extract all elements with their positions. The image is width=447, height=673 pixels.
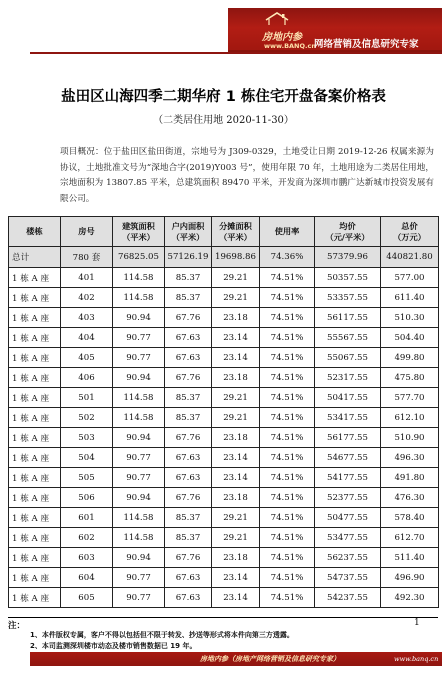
- table-cell: 67.63: [165, 448, 212, 468]
- total-row: [9, 247, 439, 268]
- table-cell: 505: [61, 468, 113, 488]
- table-cell: 499.80: [381, 348, 439, 368]
- table-row: [9, 528, 439, 548]
- table-cell: 1 栋 A 座: [9, 528, 61, 548]
- table-cell: 74.51%: [260, 588, 315, 608]
- table-cell: 23.14: [212, 328, 260, 348]
- total-cell: 74.36%: [260, 247, 315, 268]
- table-cell: 54677.55: [315, 448, 381, 468]
- price-table: [8, 216, 439, 608]
- table-cell: 603: [61, 548, 113, 568]
- table-row: [9, 588, 439, 608]
- table-cell: 114.58: [113, 508, 165, 528]
- table-cell: 29.21: [212, 388, 260, 408]
- table-cell: 578.40: [381, 508, 439, 528]
- table-cell: 23.18: [212, 368, 260, 388]
- table-cell: 401: [61, 268, 113, 288]
- total-cell: 440821.80: [381, 247, 439, 268]
- house-logo-icon: [264, 12, 290, 26]
- brand-slogan: 网络营销及信息研究专家: [314, 39, 419, 50]
- table-cell: 74.51%: [260, 288, 315, 308]
- table-cell: 114.58: [113, 408, 165, 428]
- table-cell: 1 栋 A 座: [9, 548, 61, 568]
- table-cell: 23.14: [212, 588, 260, 608]
- table-cell: 50417.55: [315, 388, 381, 408]
- total-cell: 76825.05: [113, 247, 165, 268]
- table-cell: 90.77: [113, 328, 165, 348]
- note-monitoring: 2、本司监测深圳楼市动态及楼市销售数据已 19 年。: [30, 642, 197, 650]
- table-cell: 90.77: [113, 468, 165, 488]
- page-number: 1: [414, 618, 420, 628]
- column-header: 房号: [61, 217, 113, 247]
- total-cell: 780 套: [61, 247, 113, 268]
- table-row: [9, 308, 439, 328]
- table-row: [9, 568, 439, 588]
- table-cell: 53477.55: [315, 528, 381, 548]
- table-cell: 90.77: [113, 568, 165, 588]
- table-cell: 50357.55: [315, 268, 381, 288]
- table-cell: 402: [61, 288, 113, 308]
- table-cell: 74.51%: [260, 348, 315, 368]
- table-cell: 56237.55: [315, 548, 381, 568]
- table-cell: 85.37: [165, 268, 212, 288]
- table-cell: 1 栋 A 座: [9, 348, 61, 368]
- table-cell: 74.51%: [260, 368, 315, 388]
- table-cell: 492.30: [381, 588, 439, 608]
- table-cell: 23.14: [212, 348, 260, 368]
- page-title: 盐田区山海四季二期华府 1 栋住宅开盘备案价格表: [61, 89, 386, 105]
- table-cell: 85.37: [165, 528, 212, 548]
- table-cell: 1 栋 A 座: [9, 388, 61, 408]
- table-cell: 67.76: [165, 428, 212, 448]
- project-overview: 项目概况：位于盐田区盐田街道，宗地号为 J309-0329，土地受让日期 2019-12-26 权属来源为协议，土地批准文号为“深地合字(2019)Y003 号”，使用年限 70 年，土地用途为二类居住用地，宗地面积为 13807.85 平米，总建筑面积 89470 平米，开发商为深圳市鹏广达新城市投资发展有限公司。: [60, 147, 434, 204]
- table-cell: 23.14: [212, 568, 260, 588]
- table-cell: 602: [61, 528, 113, 548]
- header-banner: [228, 8, 442, 52]
- table-cell: 29.21: [212, 408, 260, 428]
- table-cell: 1 栋 A 座: [9, 268, 61, 288]
- table-cell: 502: [61, 408, 113, 428]
- table-cell: 90.94: [113, 548, 165, 568]
- table-cell: 29.21: [212, 528, 260, 548]
- table-cell: 405: [61, 348, 113, 368]
- table-cell: 1 栋 A 座: [9, 408, 61, 428]
- table-row: [9, 388, 439, 408]
- table-cell: 74.51%: [260, 508, 315, 528]
- table-cell: 50477.55: [315, 508, 381, 528]
- table-cell: 90.77: [113, 348, 165, 368]
- table-cell: 1 栋 A 座: [9, 508, 61, 528]
- table-cell: 74.51%: [260, 528, 315, 548]
- table-cell: 67.63: [165, 588, 212, 608]
- table-cell: 604: [61, 568, 113, 588]
- column-header: 均价 （元/平米）: [315, 217, 381, 247]
- table-cell: 1 栋 A 座: [9, 288, 61, 308]
- table-cell: 29.21: [212, 268, 260, 288]
- table-cell: 90.77: [113, 588, 165, 608]
- table-cell: 577.70: [381, 388, 439, 408]
- table-cell: 53417.55: [315, 408, 381, 428]
- table-row: [9, 448, 439, 468]
- table-cell: 1 栋 A 座: [9, 368, 61, 388]
- total-cell: 总计: [9, 247, 61, 268]
- table-cell: 496.90: [381, 568, 439, 588]
- table-cell: 85.37: [165, 508, 212, 528]
- table-cell: 85.37: [165, 288, 212, 308]
- table-cell: 612.10: [381, 408, 439, 428]
- table-cell: 1 栋 A 座: [9, 428, 61, 448]
- table-cell: 504.40: [381, 328, 439, 348]
- brand-url[interactable]: www.BANQ.cn: [264, 42, 316, 50]
- table-cell: 611.40: [381, 288, 439, 308]
- table-cell: 67.76: [165, 548, 212, 568]
- table-cell: 23.18: [212, 488, 260, 508]
- column-header: 总价 （万元）: [381, 217, 439, 247]
- table-cell: 74.51%: [260, 328, 315, 348]
- table-cell: 85.37: [165, 408, 212, 428]
- table-cell: 503: [61, 428, 113, 448]
- brand-name: 房地内参: [262, 32, 302, 43]
- table-cell: 114.58: [113, 528, 165, 548]
- table-cell: 55067.55: [315, 348, 381, 368]
- table-row: [9, 408, 439, 428]
- table-cell: 1 栋 A 座: [9, 488, 61, 508]
- table-cell: 67.76: [165, 488, 212, 508]
- table-cell: 114.58: [113, 268, 165, 288]
- table-cell: 53357.55: [315, 288, 381, 308]
- table-cell: 23.14: [212, 468, 260, 488]
- table-cell: 54737.55: [315, 568, 381, 588]
- table-cell: 52377.55: [315, 488, 381, 508]
- table-cell: 74.51%: [260, 268, 315, 288]
- table-cell: 55567.55: [315, 328, 381, 348]
- footer-rule: [8, 617, 438, 618]
- table-row: [9, 488, 439, 508]
- table-cell: 475.80: [381, 368, 439, 388]
- column-header: 户内面积 （平米）: [165, 217, 212, 247]
- table-cell: 612.70: [381, 528, 439, 548]
- table-cell: 74.51%: [260, 448, 315, 468]
- table-row: [9, 468, 439, 488]
- header-rule: [30, 52, 442, 54]
- footer-brand-text: 房地内参（房地产网络营销及信息研究专家）: [200, 654, 340, 663]
- table-cell: 29.21: [212, 508, 260, 528]
- table-cell: 67.76: [165, 368, 212, 388]
- table-cell: 1 栋 A 座: [9, 588, 61, 608]
- table-cell: 577.00: [381, 268, 439, 288]
- table-cell: 491.80: [381, 468, 439, 488]
- table-cell: 74.51%: [260, 488, 315, 508]
- table-cell: 67.63: [165, 568, 212, 588]
- table-cell: 476.30: [381, 488, 439, 508]
- table-cell: 54177.55: [315, 468, 381, 488]
- table-cell: 406: [61, 368, 113, 388]
- notes-title: 注：: [8, 621, 26, 631]
- table-cell: 510.90: [381, 428, 439, 448]
- table-cell: 1 栋 A 座: [9, 308, 61, 328]
- table-cell: 114.58: [113, 288, 165, 308]
- table-cell: 74.51%: [260, 468, 315, 488]
- table-cell: 23.18: [212, 428, 260, 448]
- table-cell: 1 栋 A 座: [9, 328, 61, 348]
- table-row: [9, 508, 439, 528]
- table-cell: 56117.55: [315, 308, 381, 328]
- table-cell: 52317.55: [315, 368, 381, 388]
- table-cell: 1 栋 A 座: [9, 468, 61, 488]
- table-cell: 1 栋 A 座: [9, 448, 61, 468]
- table-cell: 67.63: [165, 348, 212, 368]
- table-cell: 67.76: [165, 308, 212, 328]
- table-cell: 90.77: [113, 448, 165, 468]
- table-cell: 85.37: [165, 388, 212, 408]
- note-copyright: 1、本件版权专属，客户不得以包括但不限于转发、抄送等形式将本件向第三方透露。: [30, 631, 294, 639]
- table-cell: 74.51%: [260, 428, 315, 448]
- table-cell: 56177.55: [315, 428, 381, 448]
- table-cell: 510.30: [381, 308, 439, 328]
- table-cell: 23.18: [212, 308, 260, 328]
- table-row: [9, 348, 439, 368]
- table-cell: 403: [61, 308, 113, 328]
- table-cell: 504: [61, 448, 113, 468]
- table-cell: 1 栋 A 座: [9, 568, 61, 588]
- table-row: [9, 328, 439, 348]
- table-cell: 23.18: [212, 548, 260, 568]
- table-cell: 90.94: [113, 368, 165, 388]
- table-cell: 605: [61, 588, 113, 608]
- table-cell: 74.51%: [260, 548, 315, 568]
- table-row: [9, 268, 439, 288]
- table-cell: 74.51%: [260, 388, 315, 408]
- column-header: 使用率: [260, 217, 315, 247]
- table-row: [9, 548, 439, 568]
- table-cell: 90.94: [113, 308, 165, 328]
- footer-url[interactable]: www.banq.cn: [394, 655, 439, 663]
- page-subtitle: （二类居住用地 2020-11-30）: [153, 115, 294, 126]
- table-cell: 506: [61, 488, 113, 508]
- footer-bar: [30, 652, 442, 666]
- table-cell: 511.40: [381, 548, 439, 568]
- table-cell: 404: [61, 328, 113, 348]
- table-header-row: [9, 217, 439, 247]
- table-cell: 54237.55: [315, 588, 381, 608]
- table-cell: 29.21: [212, 288, 260, 308]
- column-header: 分摊面积 （平米）: [212, 217, 260, 247]
- column-header: 楼栋: [9, 217, 61, 247]
- table-row: [9, 368, 439, 388]
- table-cell: 74.51%: [260, 408, 315, 428]
- table-row: [9, 288, 439, 308]
- total-cell: 57379.96: [315, 247, 381, 268]
- table-cell: 74.51%: [260, 308, 315, 328]
- column-header: 建筑面积 （平米）: [113, 217, 165, 247]
- table-cell: 90.94: [113, 488, 165, 508]
- table-cell: 74.51%: [260, 568, 315, 588]
- table-cell: 23.14: [212, 448, 260, 468]
- table-cell: 601: [61, 508, 113, 528]
- table-cell: 501: [61, 388, 113, 408]
- total-cell: 57126.19: [165, 247, 212, 268]
- table-row: [9, 428, 439, 448]
- total-cell: 19698.86: [212, 247, 260, 268]
- table-cell: 496.30: [381, 448, 439, 468]
- table-cell: 67.63: [165, 468, 212, 488]
- table-cell: 90.94: [113, 428, 165, 448]
- table-cell: 114.58: [113, 388, 165, 408]
- table-cell: 67.63: [165, 328, 212, 348]
